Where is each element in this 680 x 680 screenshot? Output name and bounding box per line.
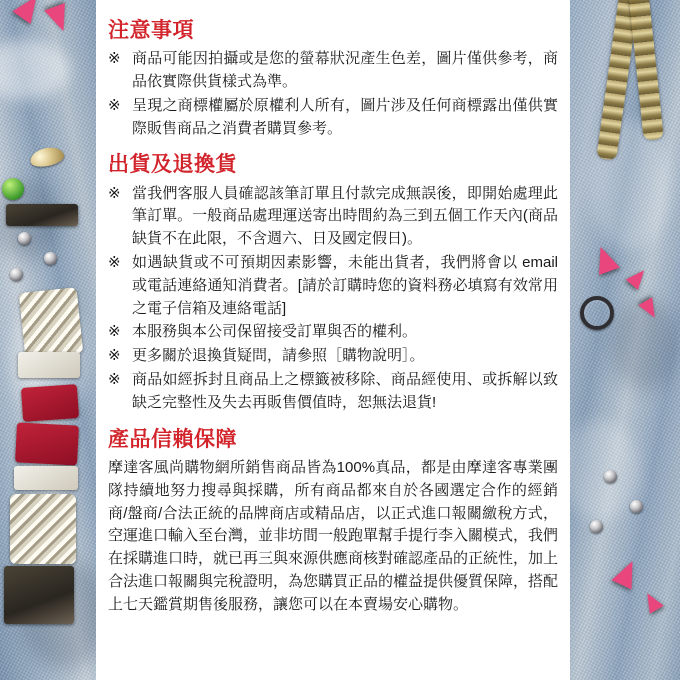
- bullet-mark: ※: [108, 184, 121, 202]
- list-item: [108, 252, 558, 320]
- list-item: [108, 48, 558, 94]
- metal-stud-icon: [630, 500, 643, 513]
- list-item-text: 商品如經拆封且商品上之標籤被移除、商品經使用、或拆解以致缺乏完整性及失去再販售價值時，恕無法退貨!: [132, 371, 558, 411]
- label-patch: [14, 466, 78, 490]
- list-item-text: 商品可能因拍攝或是您的螢幕狀況產生色差，圖片僅供參考，商品依實際供貨樣式為準。: [132, 50, 558, 91]
- bullet-mark: ※: [108, 254, 121, 272]
- red-patch: [21, 384, 79, 422]
- metal-stud-icon: [590, 520, 603, 533]
- section-trust: [108, 427, 558, 617]
- bullet-mark: ※: [108, 347, 121, 365]
- red-patch: [15, 422, 79, 465]
- bullet-mark: ※: [108, 50, 121, 68]
- photo-patch: [6, 204, 78, 226]
- list-item: [108, 321, 558, 344]
- photo-patch: [4, 566, 74, 624]
- notice-list: [108, 48, 558, 140]
- list-item-text: 如遇缺貨或不可預期因素影響，未能出貨者，我們將會以 email 或電話連絡通知消費者。[請於訂購時您的資料務必填寫有效常用之電子信箱及連絡電話]: [132, 254, 558, 317]
- bullet-mark: ※: [108, 371, 121, 389]
- section-title-trust: 產品信賴保障: [108, 427, 237, 451]
- list-item: [108, 369, 558, 415]
- metal-stud-icon: [44, 252, 57, 265]
- metal-ring-icon: [580, 296, 614, 330]
- denim-decoration-left: [0, 0, 96, 680]
- green-gem-icon: [2, 178, 24, 200]
- metal-stud-icon: [604, 470, 617, 483]
- rhinestone-patch: [10, 494, 76, 564]
- label-patch: [18, 352, 80, 378]
- denim-decoration-right: [570, 0, 680, 680]
- list-item-text: 呈現之商標權屬於原權利人所有，圖片涉及任何商標露出僅供實際販售商品之消費者購買參考。: [132, 96, 558, 137]
- bullet-mark: ※: [108, 96, 121, 114]
- metal-stud-icon: [10, 268, 23, 281]
- bullet-mark: ※: [108, 323, 121, 341]
- rhinestone-patch: [19, 287, 84, 359]
- shipping-list: [108, 183, 558, 415]
- section-title-notice: 注意事項: [108, 19, 194, 42]
- list-item: [108, 345, 558, 368]
- section-title-shipping: 出貨及退換貨: [108, 153, 237, 177]
- section-notice: [108, 18, 558, 140]
- list-item-text: 當我們客服人員確認該筆訂單且付款完成無誤後，即開始處理此筆訂單。一般商品處理運送寄出時間約為三到五個工作天內(商品缺貨不在此限，不含週六、日及國定假日)。: [132, 184, 558, 248]
- list-item-text: 本服務與本公司保留接受訂單與否的權利。: [132, 323, 418, 341]
- list-item: [108, 95, 558, 141]
- trust-paragraph: 摩達客風尚購物網所銷售商品皆為100%真品，都是由摩達客專業團隊持續地努力搜尋與採購，所有商品都來自於各國選定合作的經銷商/盤商/合法正統的品牌商店或精品店，以正式進口報關繳稅方式，空運進口輸入至台灣，並非坊間一般跑單幫手提行李入關模式，我們在採購進口時，就已再三與來源供應商核對確認產品的正統性，加上合法進口報關與完稅證明，為您購買正品的權益提供優質保障，搭配上七天鑑賞期售後服務，讓您可以在本賣場安心購物。: [108, 458, 559, 613]
- section-shipping: [108, 152, 558, 414]
- metal-stud-icon: [18, 232, 31, 245]
- list-item-text: 更多關於退換貨疑問，請參照［購物說明］。: [132, 347, 425, 365]
- list-item: [108, 183, 558, 251]
- product-description-panel: [96, 0, 570, 680]
